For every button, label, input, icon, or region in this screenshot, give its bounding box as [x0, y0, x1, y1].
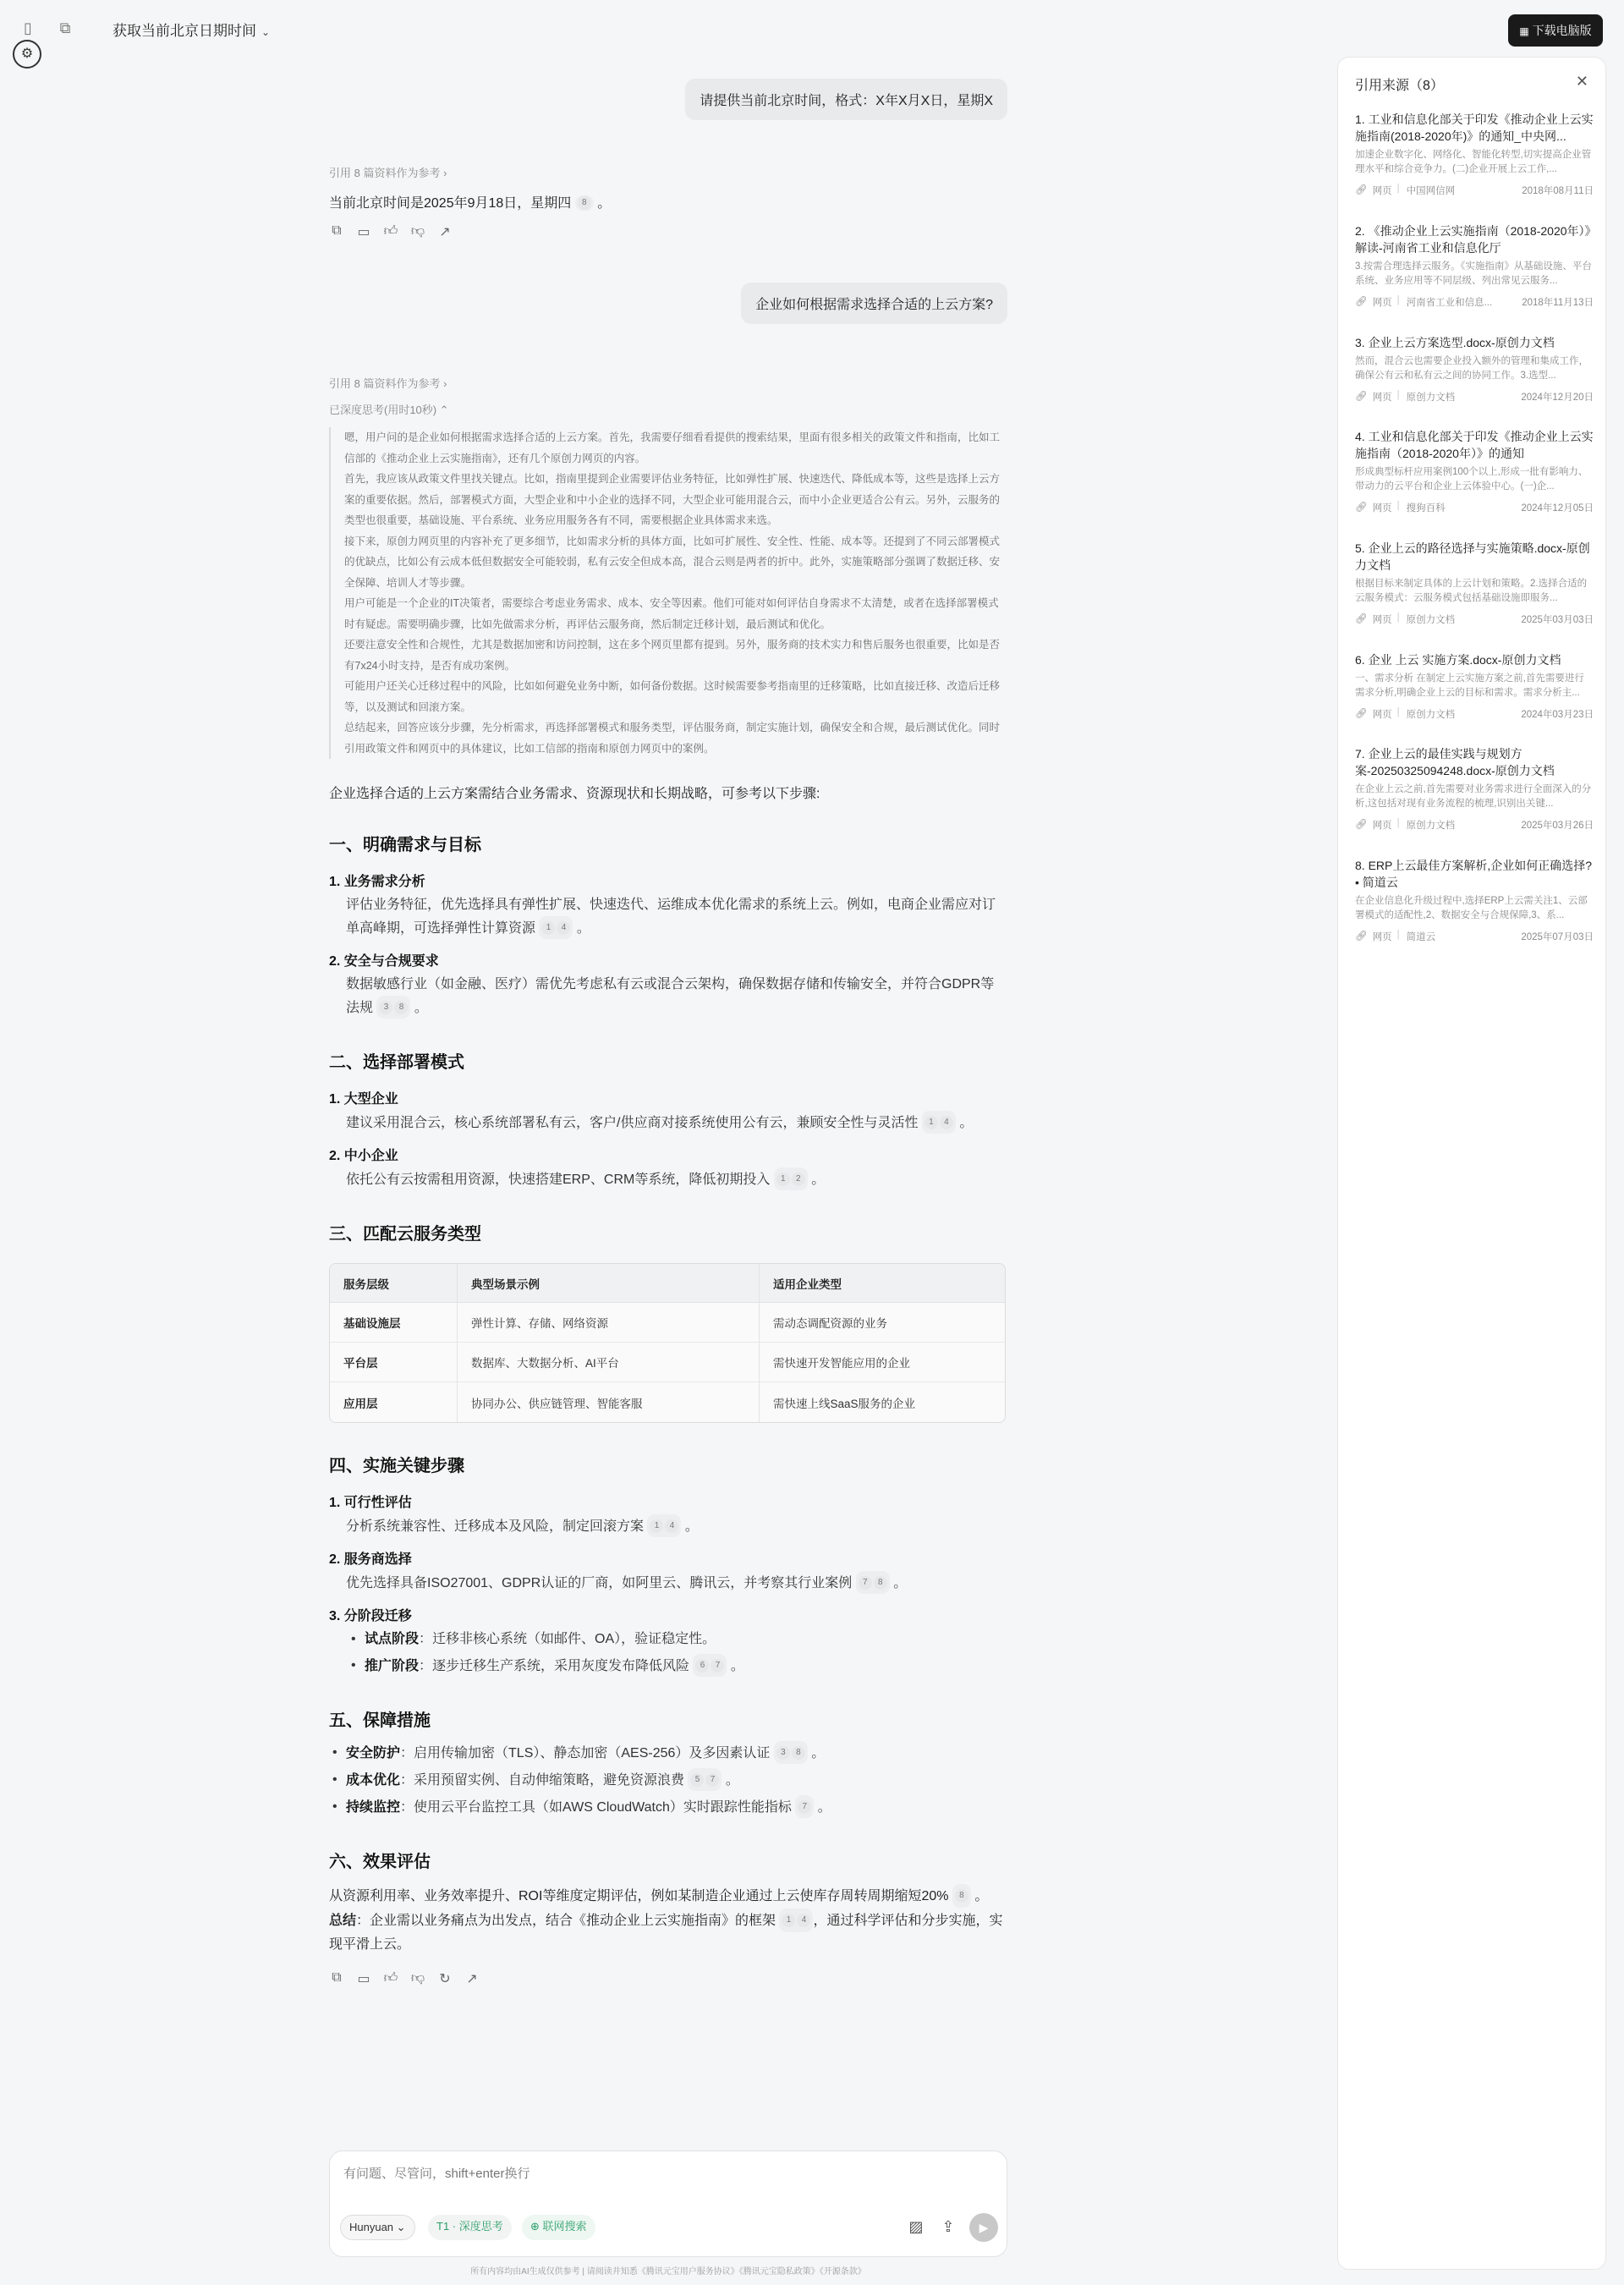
source-site: 河南省工业和信息...: [1406, 298, 1493, 308]
source-site: 原创力文档: [1406, 821, 1456, 831]
source-item[interactable]: [1355, 857, 1594, 943]
link-icon: 🔗︎: [1355, 185, 1368, 195]
download-label: 下载电脑版: [1532, 24, 1592, 37]
citation-group[interactable]: [779, 1909, 813, 1932]
section-heading: 六、效果评估: [329, 1853, 431, 1871]
source-title: 8. ERP上云最佳方案解析,企业如何正确选择? • 简道云: [1355, 859, 1593, 889]
send-button[interactable]: ▶: [969, 2213, 998, 2242]
assistant-answer-1: [329, 164, 1007, 240]
web-search-toggle[interactable]: [522, 2215, 595, 2240]
chevron-down-icon: ⌄: [261, 26, 271, 38]
section-heading: 四、实施关键步骤: [329, 1457, 464, 1475]
link-icon: 🔗︎: [1355, 709, 1368, 719]
user-message-row: [329, 79, 1007, 120]
top-bar: [0, 0, 1320, 59]
deep-think-toggle-button[interactable]: [428, 2215, 512, 2240]
source-site: 原创力文档: [1406, 615, 1456, 625]
list-item: [348, 1628, 1007, 1651]
citation-badge: 7: [710, 1659, 724, 1673]
source-snippet: 然而，混合云也需要企业投入额外的管理和集成工作，确保公有云和私有云之间的协同工作。3.选型...: [1355, 356, 1588, 381]
source-date: 2024年03月23日: [1521, 710, 1594, 720]
answer-text: 当前北京时间是2025年9月18日，星期四 8 。: [329, 196, 612, 211]
item-text: 优先选择具备ISO27001、GDPR认证的厂商，如阿里云、腾讯云，并考察其行业案例 7 8 。: [346, 1571, 1007, 1595]
citation-group[interactable]: [922, 1111, 956, 1134]
table-cell: 平台层: [330, 1343, 457, 1382]
citation-badge: 1: [782, 1914, 795, 1927]
source-item[interactable]: [1355, 222, 1594, 309]
item-text-body: 优先选择具备ISO27001、GDPR认证的厂商，如阿里云、腾讯云，并考察其行业案例: [346, 1576, 853, 1590]
item-text-body: 依托公有云按需租用资源，快速搭建ERP、CRM等系统，降低初期投入: [346, 1173, 771, 1187]
citation-badge: 8: [955, 1889, 968, 1903]
source-type: 网页: [1372, 821, 1392, 831]
source-date: 2018年08月11日: [1522, 186, 1594, 196]
citation-badge: 1: [541, 921, 555, 935]
answer-actions: [329, 1970, 1007, 1987]
bullet-text: ：逐步迁移生产系统，采用灰度发布降低风险: [419, 1659, 690, 1673]
reference-label: 引用 8 篇资料作为参考: [329, 377, 441, 390]
answer-text-body: 当前北京时间是2025年9月18日，星期四: [329, 196, 572, 211]
file-upload-icon[interactable]: ⇪: [941, 2218, 955, 2235]
source-snippet: 根据目标来制定具体的上云计划和策略。2.选择合适的云服务模式：云服务模式包括基础设施即服务...: [1355, 579, 1588, 603]
item-title: 1. 大型企业: [329, 1092, 398, 1107]
source-type: 网页: [1372, 710, 1392, 720]
table-row: [330, 1343, 1005, 1382]
chevron-right-icon: ›: [443, 377, 447, 390]
source-snippet: 在企业信息化升级过程中,选择ERP上云需关注1、云部署模式的适配性,2、数据安全与合规保障,3、系...: [1355, 896, 1588, 920]
table-cell: 弹性计算、存储、网络资源: [457, 1303, 759, 1343]
windows-icon: ▦: [1519, 25, 1529, 37]
cloud-service-table: [329, 1263, 1006, 1423]
source-site: 中国网信网: [1406, 186, 1456, 196]
source-item[interactable]: [1355, 428, 1594, 514]
item-title: 1. 业务需求分析: [329, 875, 425, 889]
source-type: 网页: [1372, 298, 1392, 308]
thumbs-down-icon[interactable]: 👎︎: [410, 224, 425, 239]
source-type: 网页: [1372, 615, 1392, 625]
list-item: • 推广阶段：逐步迁移生产系统，采用灰度发布降低风险 6 7 。: [348, 1654, 1007, 1678]
table-header-row: [330, 1264, 1005, 1303]
summary-paragraph: [329, 1909, 1007, 1957]
item-title: 2. 中小企业: [329, 1149, 398, 1163]
source-site: 搜狗百科: [1406, 503, 1446, 514]
chevron-up-icon: ⌃: [439, 404, 449, 416]
section-heading: 二、选择部署模式: [329, 1053, 464, 1072]
close-icon[interactable]: ✕: [1575, 73, 1588, 90]
citation-badge: 1: [776, 1173, 790, 1186]
download-desktop-button[interactable]: [1508, 14, 1603, 47]
table-header: 典型场景示例: [457, 1264, 759, 1303]
source-meta: 🔗︎ 网页 | 河南省工业和信息... 2018年11月13日: [1355, 295, 1594, 308]
source-item[interactable]: [1355, 334, 1594, 404]
message-input[interactable]: [343, 2167, 935, 2181]
citation-badge: 1: [924, 1116, 938, 1129]
bullet-text: ：启用传输加密（TLS）、静态加密（AES-256）及多因素认证: [400, 1746, 771, 1760]
table-cell: 数据库、大数据分析、AI平台: [457, 1343, 759, 1382]
source-type: 网页: [1372, 393, 1392, 403]
list-item: • 成本优化：采用预留实例、自动伸缩策略，避免资源浪费 5 7 。: [329, 1768, 1007, 1792]
citation-badge: 7: [798, 1800, 811, 1814]
section-heading: 五、保障措施: [329, 1711, 431, 1730]
citation-group[interactable]: [539, 916, 573, 939]
citation-badge: 1: [650, 1519, 663, 1533]
citation-badge: 4: [940, 1116, 953, 1129]
citation-group[interactable]: [693, 1654, 727, 1677]
citation-group[interactable]: [575, 195, 594, 211]
table-header: 适用企业类型: [759, 1264, 1005, 1303]
table-row: [330, 1303, 1005, 1343]
item-text-body: 评估业务特征，优先选择具有弹性扩展、快速迭代、运维成本优化需求的系统上云。例如，电商企业需应对订单高峰期，可选择弹性计算资源: [346, 898, 996, 936]
citation-badge: 5: [690, 1773, 704, 1787]
citation-group[interactable]: [774, 1741, 808, 1764]
think-paragraph: 用户可能是一个企业的IT决策者，需要综合考虑业务需求、成本、安全等因素。他们可能对如何评估自身需求不太清楚，或者在选择部署模式时有疑虑。需要明确步骤，比如先做需求分析，再评估云服务商，然后制定迁移计划，最后测试和优化。: [344, 597, 999, 630]
paragraph-text: 从资源利用率、业务效率提升、ROI等维度定期评估，例如某制造企业通过上云使库存周转周期缩短20%: [329, 1889, 949, 1903]
bullet-label: 推广阶段: [365, 1659, 420, 1673]
source-type: 网页: [1372, 932, 1392, 942]
list-item: • 持续监控：使用云平台监控工具（如AWS CloudWatch）实时跟踪性能指标 7 。: [329, 1795, 1007, 1819]
table-header: 服务层级: [330, 1264, 457, 1303]
deep-think-chip-label: T1 · 深度思考: [436, 2220, 503, 2233]
chat-title-text: 获取当前北京日期时间: [112, 23, 256, 39]
summary-label: 总结: [329, 1914, 357, 1928]
link-icon: 🔗︎: [1355, 392, 1368, 402]
item-text: 评估业务特征，优先选择具有弹性扩展、快速迭代、运维成本优化需求的系统上云。例如，电商企业需应对订单高峰期，可选择弹性计算资源 1 4 。: [346, 893, 1007, 940]
share-icon[interactable]: ↗: [466, 1972, 478, 1986]
link-icon: 🔗︎: [1355, 614, 1368, 624]
item-text-body: 分析系统兼容性、迁移成本及风险，制定回滚方案: [346, 1519, 645, 1534]
source-meta: 🔗︎ 网页 | 简道云 2025年07月03日: [1355, 930, 1594, 942]
source-date: 2024年12月20日: [1521, 393, 1594, 403]
chat-title[interactable]: [112, 19, 270, 40]
citation-group[interactable]: [647, 1514, 681, 1537]
source-date: 2025年03月03日: [1521, 615, 1594, 625]
source-snippet: 加速企业数字化、网络化、智能化转型,切实提高企业管理水平和综合竞争力。(二)企业开展上云工作,...: [1355, 150, 1592, 174]
source-meta: 🔗︎ 网页 | 原创力文档 2024年03月23日: [1355, 707, 1594, 720]
share-icon[interactable]: ↗: [439, 225, 451, 239]
citation-badge: 6: [695, 1659, 709, 1673]
section-heading: 一、明确需求与目标: [329, 836, 481, 854]
link-icon: 🔗︎: [1355, 820, 1368, 830]
item-title: 2. 服务商选择: [329, 1552, 412, 1567]
source-meta: 🔗︎ 网页 | 原创力文档 2025年03月03日: [1355, 612, 1594, 625]
source-date: 2024年12月05日: [1521, 503, 1594, 514]
link-icon: 🔗︎: [1355, 503, 1368, 513]
think-paragraph: 可能用户还关心迁移过程中的风险，比如如何避免业务中断，如何备份数据。这时候需要参考指南里的迁移策略，比如直接迁移、改造后迁移等，以及测试和回滚方案。: [344, 680, 1001, 713]
source-item[interactable]: [1355, 540, 1594, 626]
citation-group[interactable]: [952, 1884, 971, 1908]
list-item: • 安全防护：启用传输加密（TLS）、静态加密（AES-256）及多因素认证 3 8 。: [329, 1741, 1007, 1765]
citation-group[interactable]: [376, 996, 410, 1019]
summary-tail: ，通过科学评估和分步实施，实现平滑上云。: [329, 1914, 1003, 1952]
citation-badge: 4: [797, 1914, 810, 1927]
bullet-label: 试点阶段: [365, 1632, 420, 1646]
source-meta: 🔗︎ 网页 | 搜狗百科 2024年12月05日: [1355, 501, 1594, 514]
item-title: 3. 分阶段迁移: [329, 1609, 412, 1623]
source-title: 1. 工业和信息化部关于印发《推动企业上云实施指南(2018-2020年)》的通知_中央网...: [1355, 113, 1594, 143]
source-title: 5. 企业上云的路径选择与实施策略.docx-原创力文档: [1355, 541, 1590, 572]
model-selector[interactable]: [340, 2215, 415, 2240]
chevron-down-icon: ⌄: [396, 2221, 406, 2233]
citation-group[interactable]: [856, 1571, 890, 1594]
citation-badge: 2: [792, 1173, 805, 1186]
reference-link[interactable]: [329, 375, 1007, 391]
item-text: 分析系统兼容性、迁移成本及风险，制定回滚方案 1 4 。: [346, 1514, 1007, 1538]
source-item[interactable]: [1355, 111, 1594, 197]
table-cell: 协同办公、供应链管理、智能客服: [457, 1382, 759, 1422]
item-title: 2. 安全与合规要求: [329, 954, 439, 969]
item-text-body: 建议采用混合云，核心系统部署私有云，客户/供应商对接系统使用公有云，兼顾安全性与灵活性: [346, 1116, 919, 1130]
source-title: 6. 企业 上云 实施方案.docx-原创力文档: [1355, 653, 1561, 667]
source-item[interactable]: [1355, 745, 1594, 832]
link-icon: 🔗︎: [1355, 931, 1368, 942]
table-cell: 需快速上线SaaS服务的企业: [759, 1382, 1005, 1422]
summary-text: ：企业需以业务痛点为出发点，结合《推动企业上云实施指南》的框架: [356, 1914, 776, 1928]
bullet-label: 安全防护: [346, 1746, 401, 1760]
regenerate-icon[interactable]: ↻: [439, 1972, 451, 1986]
bookmark-icon[interactable]: ▭: [357, 225, 370, 239]
deep-think-toggle[interactable]: [329, 401, 1007, 417]
source-title: 3. 企业上云方案选型.docx-原创力文档: [1355, 336, 1555, 349]
citation-group[interactable]: [774, 1167, 808, 1190]
think-paragraph: 接下来，原创力网页里的内容补充了更多细节，比如需求分析的具体方面，比如可扩展性、安全性、性能、成本等。还提到了不同云部署模式的优缺点，比如公有云成本低但数据安全可能较弱，私有云安全但成本高，混合云则是两者的折中。此外，实施策略部分强调了数据迁移、安全保障、培训人才等步骤。: [344, 535, 1001, 589]
section-heading: 三、匹配云服务类型: [329, 1225, 481, 1244]
citation-badge: 3: [776, 1746, 790, 1760]
citation-badge: 7: [705, 1773, 719, 1787]
source-title: 7. 企业上云的最佳实践与规划方案-20250325094248.docx-原创力文档: [1355, 747, 1555, 777]
source-snippet: 形成典型标杆应用案例100个以上,形成一批有影响力、带动力的云平台和企业上云体验中心。(一)企...: [1355, 467, 1588, 492]
think-paragraph: 嗯，用户问的是企业如何根据需求选择合适的上云方案。首先，我需要仔细看看提供的搜索结果，里面有很多相关的政策文件和指南，比如工信部的《推动企业上云实施指南》，还有几个原创力网页的内容。: [344, 431, 1001, 464]
new-chat-icon[interactable]: ⧉: [59, 19, 71, 36]
bullet-label: 成本优化: [346, 1773, 401, 1788]
user-message: 企业如何根据需求选择合适的上云方案?: [741, 283, 1007, 324]
bullet-text: ：迁移非核心系统（如邮件、OA），验证稳定性。: [419, 1632, 716, 1646]
citation-badge: 3: [379, 1001, 392, 1014]
citation-badge: 4: [557, 921, 570, 935]
thumbs-down-icon[interactable]: 👎︎: [410, 1971, 425, 1986]
source-title: 2. 《推动企业上云实施指南（2018-2020年）》解读-河南省工业和信息化厅: [1355, 224, 1591, 255]
reference-label: 引用 8 篇资料作为参考: [329, 167, 441, 179]
citation-badge: 8: [792, 1746, 805, 1760]
think-paragraph: 还要注意安全性和合规性，尤其是数据加密和访问控制，这在多个网页里都有提到。另外，服务商的技术实力和售后服务也很重要，比如是否有7x24小时支持，是否有成功案例。: [344, 639, 1001, 672]
copy-icon[interactable]: ⧉: [332, 223, 342, 238]
answer-intro: 企业选择合适的上云方案需结合业务需求、资源现状和长期战略，可参考以下步骤:: [329, 787, 820, 801]
source-snippet: 3.按需合理选择云服务。《实施指南》从基础设施、平台系统、业务应用等不同层级、列出常见云服务...: [1355, 261, 1592, 286]
source-meta: 🔗︎ 网页 | 原创力文档 2024年12月20日: [1355, 390, 1594, 403]
table-cell: 应用层: [330, 1382, 457, 1422]
globe-icon: ⊕: [530, 2220, 540, 2233]
think-paragraph: 总结起来，回答应该分步骤，先分析需求，再选择部署模式和服务类型，评估服务商，制定实施计划，确保安全和合规，最后测试优化。同时引用政策文件和网页中的具体建议，比如工信部的指南和原创力网页中的案例。: [344, 722, 1001, 755]
settings-icon[interactable]: ⚙: [13, 40, 41, 69]
source-meta: 🔗︎ 网页 | 原创力文档 2025年03月26日: [1355, 818, 1594, 831]
image-upload-icon[interactable]: ▨: [908, 2218, 924, 2235]
user-message-row: [329, 283, 1007, 324]
deep-think-content: [329, 427, 1007, 759]
item-title: 1. 可行性评估: [329, 1496, 412, 1510]
item-text: 建议采用混合云，核心系统部署私有云，客户/供应商对接系统使用公有云，兼顾安全性与灵活性 1 4 。: [346, 1111, 1007, 1134]
link-icon: 🔗︎: [1355, 297, 1368, 307]
deep-think-label: 已深度思考(用时10秒): [329, 404, 437, 416]
source-item[interactable]: [1355, 651, 1594, 721]
source-title: 4. 工业和信息化部关于印发《推动企业上云实施指南（2018-2020年）》的通知: [1355, 430, 1594, 460]
source-meta: 🔗︎ 网页 | 中国网信网 2018年08月11日: [1355, 184, 1594, 196]
source-snippet: 一、需求分析 在制定上云实施方案之前,首先需要进行需求分析,明确企业上云的目标和需求。需求分析主...: [1355, 673, 1584, 698]
table-row: [330, 1382, 1005, 1422]
paragraph: 从资源利用率、业务效率提升、ROI等维度定期评估，例如某制造企业通过上云使库存周转周期缩短20% 8 。: [329, 1884, 1007, 1909]
bullet-label: 持续监控: [346, 1800, 401, 1815]
item-text: 依托公有云按需租用资源，快速搭建ERP、CRM等系统，降低初期投入 1 2 。: [346, 1167, 1007, 1191]
source-type: 网页: [1372, 186, 1392, 196]
sources-panel-title: 引用来源（8）: [1355, 79, 1444, 93]
model-label: Hunyuan: [349, 2221, 394, 2233]
bookmark-icon[interactable]: ▭: [357, 1972, 370, 1986]
citation-badge: 4: [665, 1519, 678, 1533]
table-cell: 需快速开发智能应用的企业: [759, 1343, 1005, 1382]
citation-badge: 8: [874, 1576, 887, 1590]
source-site: 原创力文档: [1406, 393, 1456, 403]
table-cell: 需动态调配资源的业务: [759, 1303, 1005, 1343]
reference-link[interactable]: [329, 164, 1007, 180]
citation-badge: 7: [859, 1576, 872, 1590]
chevron-right-icon: ›: [443, 167, 447, 179]
think-paragraph: 首先，我应该从政策文件里找关键点。比如，指南里提到企业需要评估业务特征，比如弹性扩展、快速迭代、降低成本等，这些是选择上云方案的重要依据。然后，部署模式方面，大型企业和中小企业的选择不同，大型企业可能用混合云，而中小企业更适合公有云。另外，云服务的类型也很重要，基础设施、平台系统、业务应用服务各有不同，需要根据企业具体需求来选。: [344, 473, 1001, 526]
message-composer: [329, 2150, 1007, 2257]
citation-badge: 8: [578, 196, 591, 210]
copy-icon[interactable]: ⧉: [332, 1970, 342, 1985]
footer-disclaimer: 所有内容均由AI生成仅供参考 | 请阅读并知悉《腾讯元宝用户服务协议》《腾讯元宝隐私政策》《开源条款》: [470, 2267, 866, 2277]
item-text-body: 数据敏感行业（如金融、医疗）需优先考虑私有云或混合云架构，确保数据存储和传输安全，并符合GDPR等法规: [346, 977, 995, 1015]
source-type: 网页: [1372, 503, 1392, 514]
thumbs-up-icon[interactable]: 👍︎: [383, 1971, 398, 1986]
chat-column: [329, 68, 1007, 1987]
thumbs-up-icon[interactable]: 👍︎: [383, 224, 398, 239]
sidebar-toggle-icon[interactable]: ▯: [24, 19, 32, 36]
citation-group[interactable]: [688, 1768, 721, 1791]
source-site: 简道云: [1406, 932, 1436, 942]
user-message: 请提供当前北京时间，格式：X年X月X日，星期X: [685, 79, 1007, 120]
answer-actions: [329, 223, 1007, 240]
citation-group[interactable]: [795, 1795, 814, 1818]
assistant-answer-2: [329, 375, 1007, 1987]
bullet-text: ：采用预留实例、自动伸缩策略，避免资源浪费: [400, 1773, 685, 1788]
web-search-label: 联网搜索: [542, 2220, 587, 2233]
bullet-text: ：使用云平台监控工具（如AWS CloudWatch）实时跟踪性能指标: [400, 1800, 792, 1815]
citation-badge: 8: [394, 1001, 408, 1014]
source-date: 2025年07月03日: [1521, 932, 1594, 942]
source-snippet: 在企业上云之前,首先需要对业务需求进行全面深入的分析,这包括对现有业务流程的梳理,识别出关键...: [1355, 784, 1592, 809]
table-cell: 基础设施层: [330, 1303, 457, 1343]
source-date: 2018年11月13日: [1522, 298, 1594, 308]
item-text: 数据敏感行业（如金融、医疗）需优先考虑私有云或混合云架构，确保数据存储和传输安全，并符合GDPR等法规 3 8 。: [346, 973, 1007, 1019]
sources-panel: [1337, 57, 1606, 2270]
source-site: 原创力文档: [1406, 710, 1456, 720]
source-date: 2025年03月26日: [1521, 821, 1594, 831]
